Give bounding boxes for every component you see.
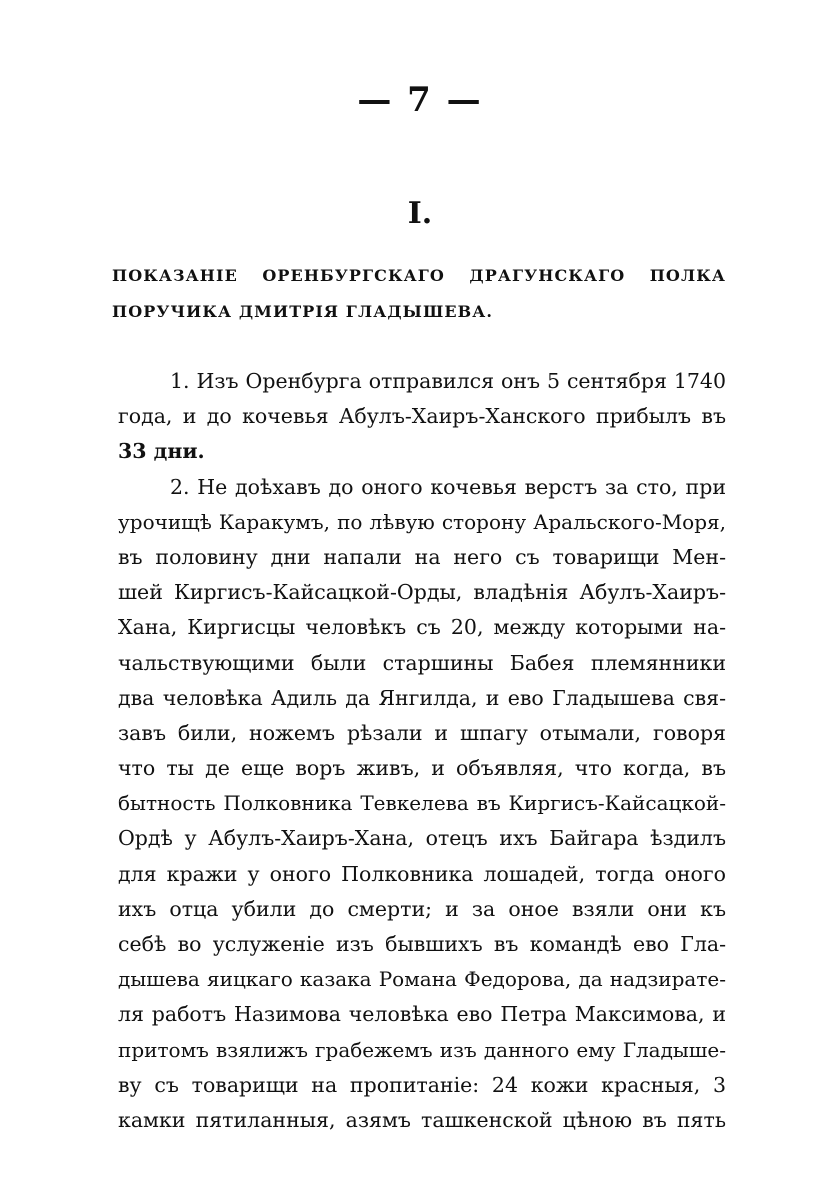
text-line: Хана, Киргисцы человѣкъ съ 20, между которыми на- xyxy=(118,615,726,640)
text-line: бытность Полковника Тевкелева въ Киргисъ-Кайсацкой- xyxy=(118,791,726,816)
text-line: шей Киргисъ-Кайсацкой-Орды, владѣнія Абулъ-Хаиръ- xyxy=(118,580,726,605)
text-line: въ половину дни напали на него съ товарищи Мен- xyxy=(118,544,726,569)
document-heading: ПОКАЗАНІЕ ОРЕНБУРГСКАГО ДРАГУНСКАГО ПОЛКА ПОРУЧИКА ДМИТРІЯ ГЛАДЫШЕВА. xyxy=(112,266,726,321)
text-line: себѣ во услуженіе изъ бывшихъ въ командѣ ево Гла- xyxy=(118,932,726,956)
text-line: Ордѣ у Абулъ-Хаиръ-Хана, отецъ ихъ Байгара ѣздилъ xyxy=(118,826,726,851)
text-line: 1. Изъ Оренбурга отправился онъ 5 сентября 1740 xyxy=(170,369,726,393)
page-number: — 7 — xyxy=(357,80,483,120)
text-line: ихъ отца убили до смерти; и за оное взяли они къ xyxy=(118,896,726,921)
text-line: ля работъ Назимова человѣка ево Петра Максимова, и xyxy=(118,1002,726,1027)
text-line: ву съ товарищи на пропитаніе: 24 кожи красныя, 3 xyxy=(118,1072,726,1097)
text-line: два человѣка Адиль да Янгилда, и ево Гладышева свя- xyxy=(118,685,726,710)
text-line: притомъ взялижъ грабежемъ изъ данного ему Гладыше- xyxy=(118,1037,726,1062)
text-line: камки пятиланныя, азямъ ташкенской цѣною въ пять xyxy=(118,1107,726,1132)
text-line: 33 дни. xyxy=(118,439,205,464)
text-line: года, и до кочевья Абулъ-Хаиръ-Ханского прибылъ въ xyxy=(118,404,726,429)
text-line: урочищѣ Каракумъ, по лѣвую сторону Аральского-Моря, xyxy=(118,509,726,534)
body-text xyxy=(118,364,726,1138)
text-line: чальствующими были старшины Бабея племянники xyxy=(118,650,726,675)
text-line: что ты де еще воръ живъ, и объявляя, что когда, въ xyxy=(118,756,726,781)
text-line: для кражи у оного Полковника лошадей, тогда оного xyxy=(118,861,726,886)
text-line: завъ били, ножемъ рѣзали и шпагу отымали, говоря xyxy=(118,720,726,745)
text-line: 2. Не доѣхавъ до оного кочевья верстъ за сто, при xyxy=(170,474,726,499)
text-line: дышева яицкаго казака Романа Федорова, да надзирате- xyxy=(118,967,726,992)
section-numeral: I. xyxy=(407,196,433,231)
